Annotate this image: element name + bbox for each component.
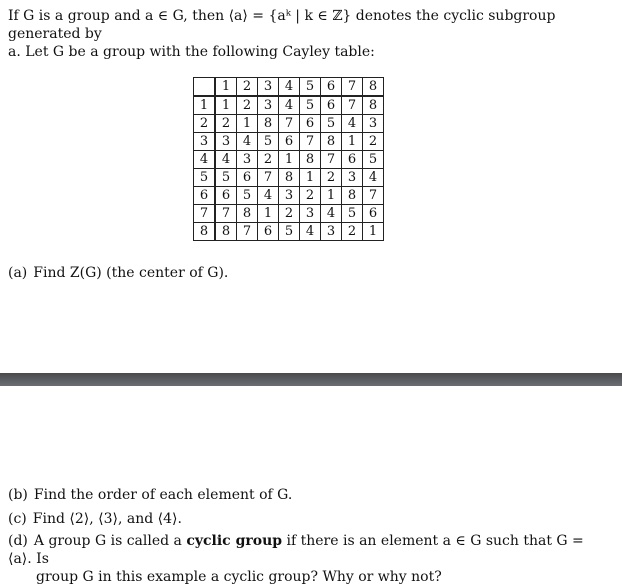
cayley-cell: 1 bbox=[237, 115, 258, 133]
cayley-cell: 8 bbox=[300, 151, 321, 169]
cayley-cell: 6 bbox=[258, 223, 279, 241]
cayley-cell: 2 bbox=[279, 205, 300, 223]
question-d-text-post: if there is an element a ∈ G such that G = ⟨a⟩. Is bbox=[8, 533, 584, 567]
cayley-cell: 7 bbox=[279, 115, 300, 133]
cayley-row-label: 1 bbox=[194, 96, 216, 115]
cayley-cell: 3 bbox=[258, 96, 279, 115]
cayley-row-label: 7 bbox=[194, 205, 216, 223]
cayley-header-cell: 1 bbox=[215, 78, 237, 97]
cayley-cell: 6 bbox=[300, 115, 321, 133]
cayley-cell: 1 bbox=[321, 187, 342, 205]
cayley-cell: 4 bbox=[279, 96, 300, 115]
cayley-row-label: 6 bbox=[194, 187, 216, 205]
cayley-cell: 5 bbox=[300, 96, 321, 115]
cayley-cell: 2 bbox=[258, 151, 279, 169]
question-c bbox=[8, 510, 608, 528]
cayley-cell: 6 bbox=[279, 133, 300, 151]
cayley-cell: 5 bbox=[215, 169, 237, 187]
cayley-header-cell: 4 bbox=[279, 78, 300, 97]
cayley-cell: 3 bbox=[279, 187, 300, 205]
cayley-header-cell: 7 bbox=[342, 78, 363, 97]
question-c-label: (c) bbox=[8, 511, 27, 527]
cayley-cell: 5 bbox=[279, 223, 300, 241]
cayley-cell: 1 bbox=[363, 223, 384, 241]
cayley-table bbox=[193, 77, 384, 241]
cayley-cell: 6 bbox=[342, 151, 363, 169]
cayley-row bbox=[194, 187, 384, 205]
cayley-cell: 3 bbox=[237, 151, 258, 169]
cayley-cell: 3 bbox=[363, 115, 384, 133]
cayley-cell: 7 bbox=[300, 133, 321, 151]
problem-intro bbox=[8, 7, 608, 61]
cayley-cell: 5 bbox=[321, 115, 342, 133]
cayley-table-container bbox=[193, 77, 384, 241]
cayley-row bbox=[194, 115, 384, 133]
question-d-label: (d) bbox=[8, 533, 28, 549]
cayley-row bbox=[194, 133, 384, 151]
cayley-cell: 5 bbox=[363, 151, 384, 169]
cayley-cell: 2 bbox=[300, 187, 321, 205]
cayley-cell: 6 bbox=[321, 96, 342, 115]
cayley-cell: 8 bbox=[342, 187, 363, 205]
cayley-cell: 7 bbox=[363, 187, 384, 205]
cayley-cell: 8 bbox=[237, 205, 258, 223]
cayley-cell: 3 bbox=[342, 169, 363, 187]
question-a bbox=[8, 264, 608, 282]
cayley-cell: 3 bbox=[321, 223, 342, 241]
cayley-cell: 7 bbox=[215, 205, 237, 223]
cayley-cell: 3 bbox=[215, 133, 237, 151]
question-a-text: Find Z(G) (the center of G). bbox=[33, 265, 229, 281]
cayley-cell: 4 bbox=[258, 187, 279, 205]
cayley-cell: 4 bbox=[215, 151, 237, 169]
question-d-line-2: group G in this example a cyclic group? Why or why not? bbox=[36, 569, 442, 585]
cayley-cell: 1 bbox=[342, 133, 363, 151]
cayley-cell: 7 bbox=[237, 223, 258, 241]
question-b-text: Find the order of each element of G. bbox=[33, 487, 293, 503]
cayley-cell: 1 bbox=[300, 169, 321, 187]
intro-line-2: a. Let G be a group with the following Cayley table: bbox=[8, 44, 375, 60]
cayley-row-label: 3 bbox=[194, 133, 216, 151]
cayley-cell: 7 bbox=[258, 169, 279, 187]
cayley-row bbox=[194, 205, 384, 223]
cayley-cell: 6 bbox=[363, 205, 384, 223]
cayley-cell: 3 bbox=[300, 205, 321, 223]
question-a-label: (a) bbox=[8, 265, 28, 281]
cayley-cell: 5 bbox=[258, 133, 279, 151]
cayley-cell: 1 bbox=[215, 96, 237, 115]
question-c-text: Find ⟨2⟩, ⟨3⟩, and ⟨4⟩. bbox=[32, 511, 182, 527]
question-d-text-pre: A group G is called a bbox=[33, 533, 187, 549]
cayley-cell: 8 bbox=[321, 133, 342, 151]
question-b bbox=[8, 486, 608, 504]
cayley-cell: 8 bbox=[215, 223, 237, 241]
cayley-cell: 1 bbox=[258, 205, 279, 223]
cayley-cell: 6 bbox=[215, 187, 237, 205]
cayley-header-cell: 8 bbox=[363, 78, 384, 97]
question-b-label: (b) bbox=[8, 487, 28, 503]
cayley-cell: 6 bbox=[237, 169, 258, 187]
question-d-term: cyclic group bbox=[186, 533, 283, 549]
cayley-cell: 2 bbox=[215, 115, 237, 133]
cayley-cell: 4 bbox=[300, 223, 321, 241]
cayley-cell: 4 bbox=[237, 133, 258, 151]
cayley-cell: 4 bbox=[342, 115, 363, 133]
cayley-row-label: 4 bbox=[194, 151, 216, 169]
cayley-cell: 1 bbox=[279, 151, 300, 169]
cayley-cell: 2 bbox=[363, 133, 384, 151]
cayley-cell: 2 bbox=[237, 96, 258, 115]
cayley-header-cell: 5 bbox=[300, 78, 321, 97]
question-d bbox=[8, 532, 608, 586]
cayley-cell: 7 bbox=[342, 96, 363, 115]
page-divider-bar bbox=[0, 373, 622, 386]
cayley-row bbox=[194, 223, 384, 241]
cayley-header-cell: 3 bbox=[258, 78, 279, 97]
cayley-header-row bbox=[194, 78, 384, 97]
cayley-header-cell: 6 bbox=[321, 78, 342, 97]
cayley-row bbox=[194, 96, 384, 115]
intro-line-1: If G is a group and a ∈ G, then ⟨a⟩ = {aᵏ | k ∈ ℤ} denotes the cyclic subgroup generated by bbox=[8, 8, 556, 42]
cayley-cell: 5 bbox=[342, 205, 363, 223]
cayley-cell: 4 bbox=[363, 169, 384, 187]
cayley-cell: 2 bbox=[342, 223, 363, 241]
cayley-row-label: 2 bbox=[194, 115, 216, 133]
cayley-header-cell: 2 bbox=[237, 78, 258, 97]
cayley-cell: 8 bbox=[279, 169, 300, 187]
cayley-row bbox=[194, 169, 384, 187]
cayley-cell: 5 bbox=[237, 187, 258, 205]
cayley-cell: 4 bbox=[321, 205, 342, 223]
cayley-row-label: 8 bbox=[194, 223, 216, 241]
cayley-corner-cell bbox=[194, 78, 216, 97]
cayley-cell: 8 bbox=[258, 115, 279, 133]
cayley-row-label: 5 bbox=[194, 169, 216, 187]
cayley-cell: 7 bbox=[321, 151, 342, 169]
cayley-cell: 8 bbox=[363, 96, 384, 115]
cayley-row bbox=[194, 151, 384, 169]
cayley-cell: 2 bbox=[321, 169, 342, 187]
